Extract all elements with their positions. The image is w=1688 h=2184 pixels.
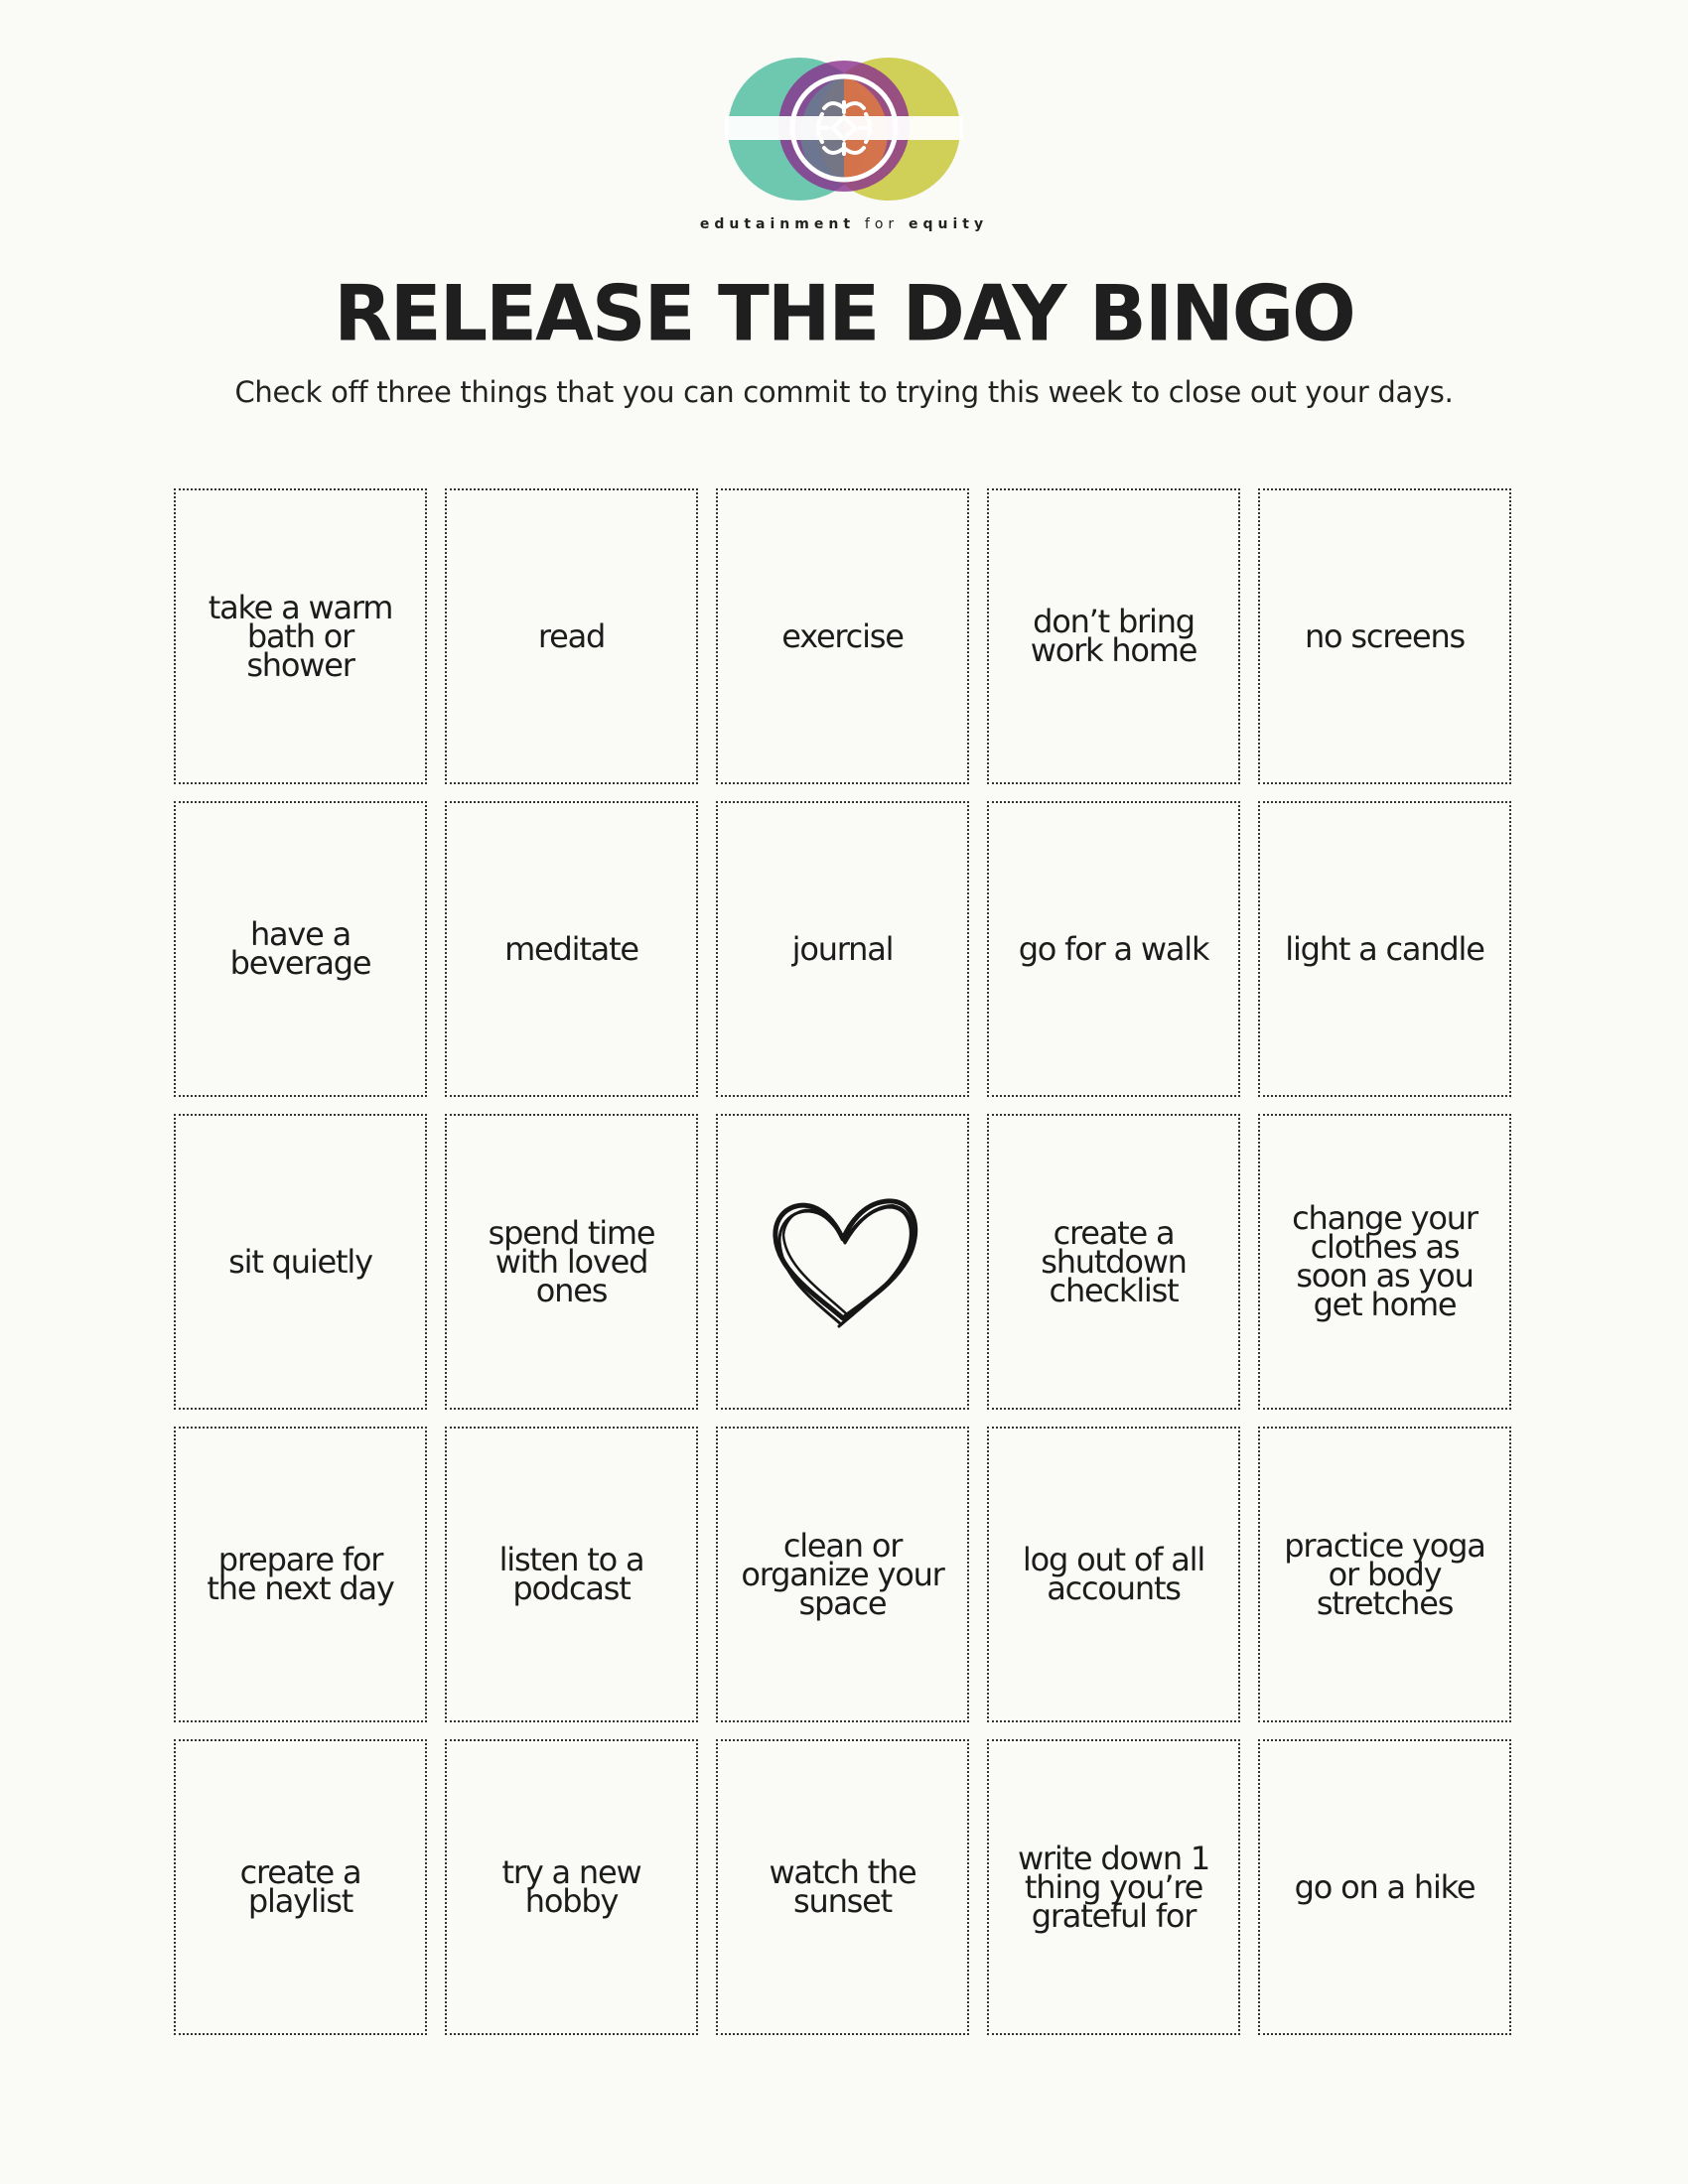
bingo-cell-label: listen to a podcast xyxy=(498,1541,644,1607)
bingo-cell-r3-c1[interactable] xyxy=(174,1114,427,1410)
bingo-cell-label: go for a walk xyxy=(1018,929,1209,968)
bingo-cell-label: practice yoga or body stretches xyxy=(1284,1526,1485,1622)
bingo-cell-free-space[interactable] xyxy=(716,1114,969,1410)
bingo-cell-label: spend time with loved ones xyxy=(488,1213,655,1309)
bingo-cell-r4-c2[interactable] xyxy=(445,1427,698,1722)
bingo-cell-r4-c3[interactable] xyxy=(716,1427,969,1722)
bingo-grid xyxy=(174,488,1513,2035)
bingo-cell-r4-c4[interactable] xyxy=(987,1427,1240,1722)
bingo-cell-r1-c5[interactable] xyxy=(1258,488,1511,784)
bingo-cell-r3-c2[interactable] xyxy=(445,1114,698,1410)
bingo-cell-r4-c5[interactable] xyxy=(1258,1427,1511,1722)
bingo-cell-r4-c1[interactable] xyxy=(174,1427,427,1722)
edutainment-logo-icon xyxy=(725,55,963,204)
bingo-cell-label: create a shutdown checklist xyxy=(1041,1213,1187,1309)
bingo-cell-label: try a new hobby xyxy=(501,1853,641,1920)
bingo-cell-label: go on a hike xyxy=(1294,1867,1476,1906)
bingo-cell-label: exercise xyxy=(781,616,904,655)
bingo-cell-label: create a playlist xyxy=(239,1853,361,1920)
bingo-cell-label: have a beverage xyxy=(229,915,371,982)
tagline-word-2: for xyxy=(864,216,900,232)
bingo-cell-label: change your clothes as soon as you get home xyxy=(1292,1199,1477,1323)
bingo-cell-label: log out of all accounts xyxy=(1022,1541,1205,1607)
bingo-cell-r5-c2[interactable] xyxy=(445,1739,698,2035)
brand-tagline xyxy=(0,216,1688,232)
bingo-cell-r5-c5[interactable] xyxy=(1258,1739,1511,2035)
bingo-cell-label: write down 1 thing you’re grateful for xyxy=(1017,1839,1210,1935)
page-subtitle: Check off three things that you can commit to trying this week to close out your days. xyxy=(234,375,1454,409)
bingo-cell-label: don’t bring work home xyxy=(1030,603,1197,669)
bingo-cell-r5-c4[interactable] xyxy=(987,1739,1240,2035)
tagline-word-3: equity xyxy=(909,216,989,232)
bingo-cell-label: read xyxy=(537,616,606,655)
bingo-cell-label: meditate xyxy=(504,929,638,968)
bingo-cell-r2-c1[interactable] xyxy=(174,801,427,1097)
bingo-cell-r5-c1[interactable] xyxy=(174,1739,427,2035)
bingo-cell-r1-c2[interactable] xyxy=(445,488,698,784)
bingo-cell-label: prepare for the next day xyxy=(207,1541,394,1607)
page-title: RELEASE THE DAY BINGO xyxy=(334,268,1354,358)
tagline-word-1: edutainment xyxy=(699,216,856,232)
bingo-cell-r3-c4[interactable] xyxy=(987,1114,1240,1410)
bingo-cell-r2-c3[interactable] xyxy=(716,801,969,1097)
edutainment-logo xyxy=(725,55,963,204)
bingo-cell-r2-c5[interactable] xyxy=(1258,801,1511,1097)
bingo-cell-r2-c2[interactable] xyxy=(445,801,698,1097)
bingo-cell-label: take a warm bath or shower xyxy=(208,588,393,684)
bingo-cell-r1-c3[interactable] xyxy=(716,488,969,784)
bingo-cell-label: no screens xyxy=(1304,616,1466,655)
bingo-cell-r5-c3[interactable] xyxy=(716,1739,969,2035)
bingo-cell-label: journal xyxy=(791,929,894,968)
bingo-cell-r1-c1[interactable] xyxy=(174,488,427,784)
bingo-cell-label: sit quietly xyxy=(228,1242,372,1281)
bingo-cell-label: clean or organize your space xyxy=(741,1526,944,1622)
bingo-cell-r3-c5[interactable] xyxy=(1258,1114,1511,1410)
heart-icon xyxy=(764,1187,922,1336)
bingo-cell-label: watch the sunset xyxy=(769,1853,916,1920)
bingo-cell-label: light a candle xyxy=(1285,929,1484,968)
bingo-cell-r1-c4[interactable] xyxy=(987,488,1240,784)
bingo-cell-r2-c4[interactable] xyxy=(987,801,1240,1097)
